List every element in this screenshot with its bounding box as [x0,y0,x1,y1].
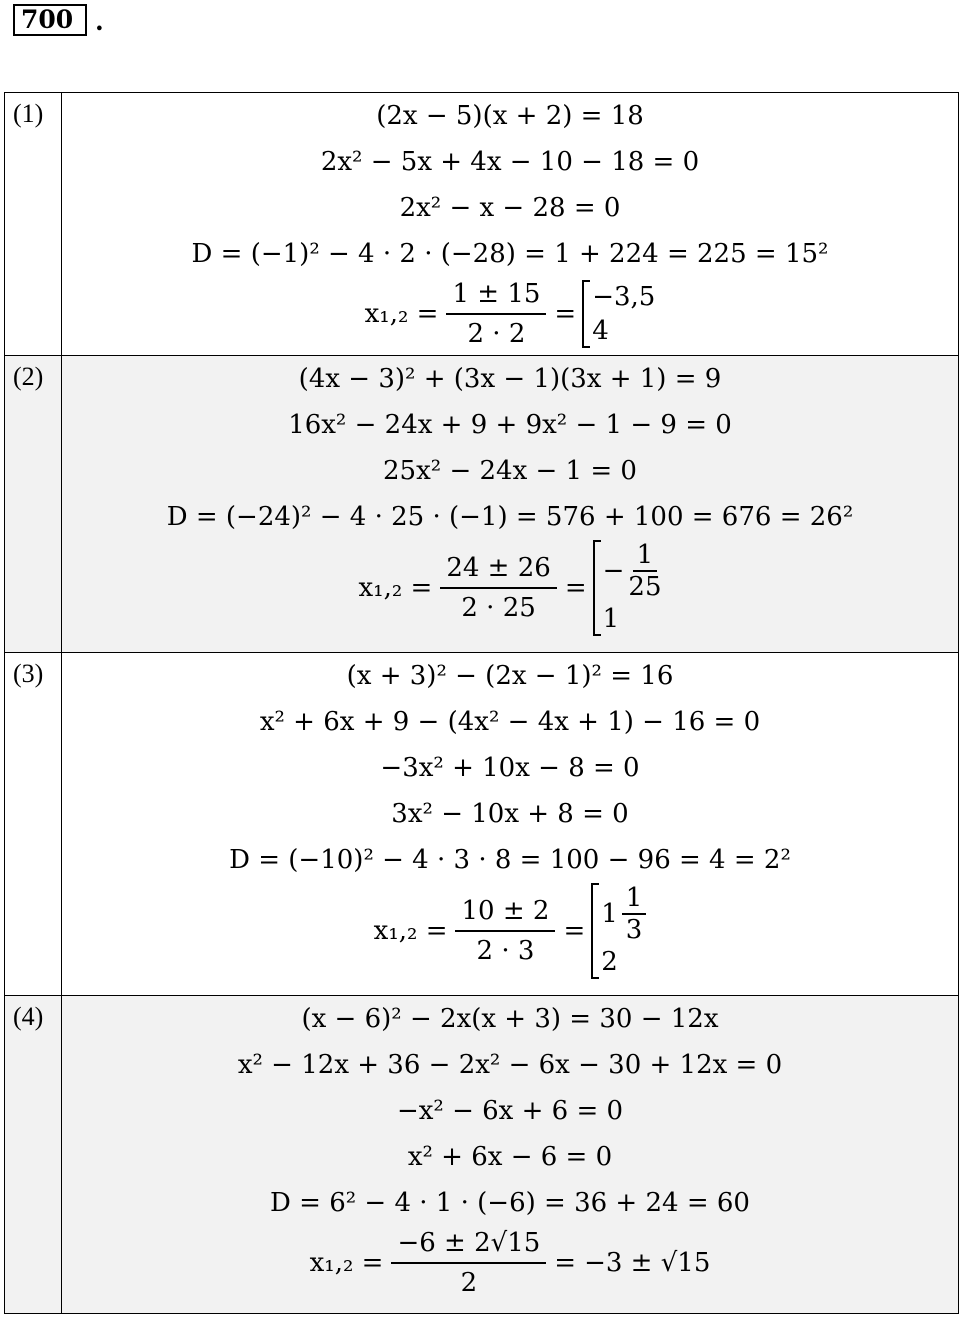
roots-lhs: x₁,₂ = [364,299,439,329]
final-result: −3 ± √15 [584,1248,711,1278]
roots-bracket [593,540,662,636]
fraction-numerator: −6 ± 2√15 [391,1226,546,1264]
equals-sign: = [554,299,577,329]
equation-line: x² + 6x − 6 = 0 [407,1142,613,1172]
row-work [62,996,959,1314]
fraction-numerator: 1 ± 15 [446,277,546,315]
solution-row-3 [5,653,959,996]
equation-line: x² + 6x + 9 − (4x² − 4x + 1) − 16 = 0 [259,707,761,737]
row-label: (3) [5,653,62,996]
equation-line: D = (−24)² − 4 · 25 · (−1) = 576 + 100 = 676 = 26² [166,502,854,532]
root-1-sign: − [602,556,625,586]
row-label: (4) [5,996,62,1314]
equation-line: (x + 3)² − (2x − 1)² = 16 [346,661,674,691]
equation-line: −x² − 6x + 6 = 0 [396,1096,624,1126]
row-work [62,653,959,996]
row-work [62,93,959,356]
roots-line [62,540,958,636]
equals-sign: = [563,916,586,946]
root-1-whole: 1 [601,899,618,929]
solution-table [4,92,959,1314]
solution-row-1 [5,93,959,356]
root-2: 1 [602,604,620,634]
row-work [62,356,959,653]
root-2: 2 [601,947,618,977]
roots-fraction [455,894,555,968]
equation-line: 2x² − 5x + 4x − 10 − 18 = 0 [320,147,700,177]
root-1 [603,540,662,602]
equation-line: −3x² + 10x − 8 = 0 [380,753,640,783]
row-label: (2) [5,356,62,653]
fraction-numerator: 10 ± 2 [455,894,555,932]
equation-line: x² − 12x + 36 − 2x² − 6x − 30 + 12x = 0 [237,1050,783,1080]
root-1 [601,883,646,945]
equation-line: 25x² − 24x − 1 = 0 [383,456,637,486]
roots-bracket [582,280,655,348]
roots-lhs: x₁,₂ = [373,916,448,946]
solution-row-4 [5,996,959,1314]
solution-row-2 [5,356,959,653]
root-1-denominator: 25 [628,572,662,602]
roots-line [62,277,958,351]
roots-line [62,883,958,979]
row-label: (1) [5,93,62,356]
fraction-numerator: 24 ± 26 [440,551,556,589]
roots-lhs: x₁,₂ = [309,1248,384,1278]
equation-line: 3x² − 10x + 8 = 0 [391,799,629,829]
roots-lhs: x₁,₂ = [358,573,433,603]
equation-line: D = 6² − 4 · 1 · (−6) = 36 + 24 = 60 [270,1188,750,1218]
root-2: 4 [592,316,609,346]
roots-fraction [440,551,556,625]
fraction-denominator: 2 · 25 [461,593,536,623]
root-1-fraction [622,883,647,945]
equation-line: (2x − 5)(x + 2) = 18 [376,101,644,131]
fraction-denominator: 2 · 2 [467,319,526,349]
roots-line [62,1226,958,1300]
equation-line: D = (−1)² − 4 · 2 · (−28) = 1 + 224 = 225 = 15² [191,239,829,269]
root-1-fraction [628,540,661,602]
roots-bracket [591,883,646,979]
problem-number [13,4,104,36]
root-1-numerator: 1 [633,540,658,572]
roots-fraction [391,1226,546,1300]
equation-line: (x − 6)² − 2x(x + 3) = 30 − 12x [301,1004,719,1034]
equals-sign: = [564,573,587,603]
equation-line: 16x² − 24x + 9 + 9x² − 1 − 9 = 0 [288,410,732,440]
fraction-denominator: 2 · 3 [476,936,535,966]
equation-line: (4x − 3)² + (3x − 1)(3x + 1) = 9 [298,364,722,394]
root-1-denominator: 3 [625,915,643,945]
root-1-numerator: 1 [622,883,647,915]
equals-sign: = [554,1248,577,1278]
roots-fraction [446,277,546,351]
root-1: −3,5 [592,282,656,312]
fraction-denominator: 2 [460,1268,478,1298]
problem-number-suffix: . [95,7,104,36]
equation-line: D = (−10)² − 4 · 3 · 8 = 100 − 96 = 4 = 2² [229,845,791,875]
equation-line: 2x² − x − 28 = 0 [399,193,621,223]
problem-number-value: 700 [21,5,74,34]
